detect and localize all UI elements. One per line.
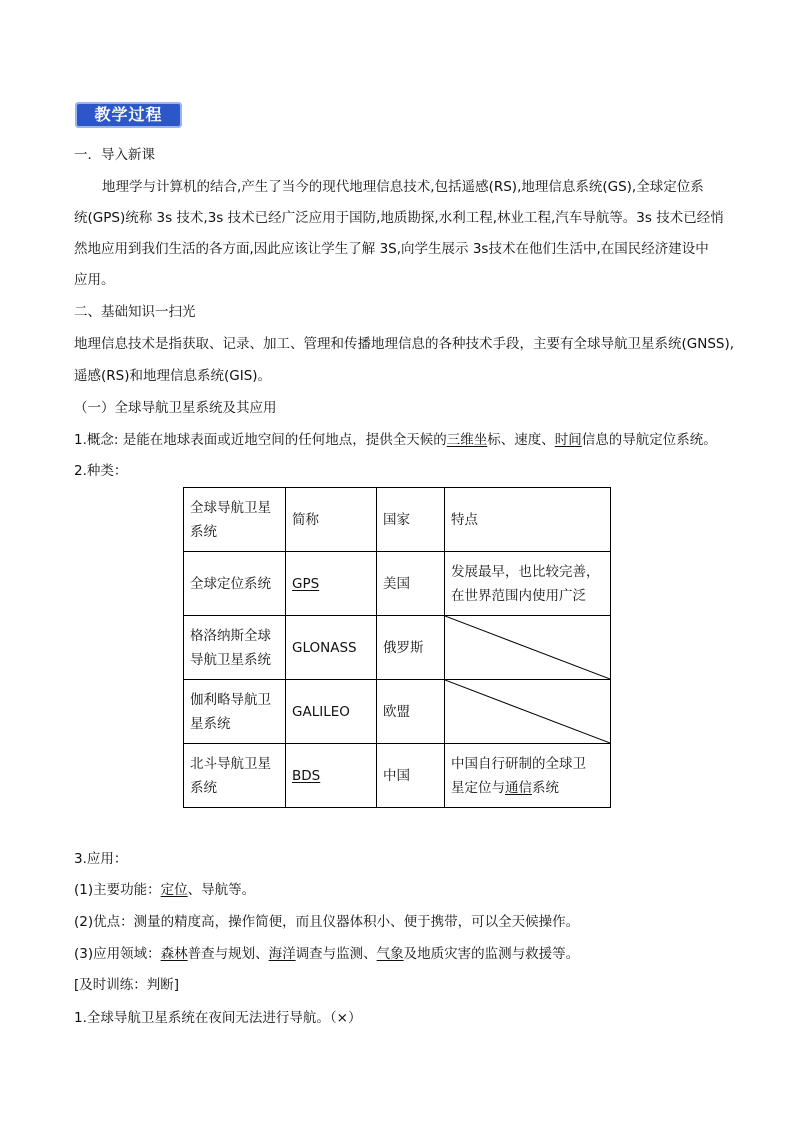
cell-system-name: 全球定位系统 xyxy=(184,552,286,616)
application-item-3 xyxy=(74,944,579,964)
cell-feature-empty xyxy=(445,616,611,680)
item-1-prefix: (1)主要功能： xyxy=(74,882,161,898)
table-header-row xyxy=(184,488,611,552)
practice-question-1: 1.全球导航卫星系统在夜间无法进行导航。（×） xyxy=(74,1010,362,1026)
intro-para-line-1: 地理学与计算机的结合,产生了当今的现代地理信息技术,包括遥感(RS),地理信息系统(GS),全球定位系 xyxy=(102,179,704,195)
table-row xyxy=(184,616,611,680)
header-cell-feature: 特点 xyxy=(445,488,611,552)
concept-suffix: 信息的导航定位系统。 xyxy=(581,432,717,448)
diagonal-line xyxy=(445,616,610,679)
concept-line xyxy=(74,430,717,450)
cell-feature xyxy=(445,744,611,808)
cell-abbr: GLONASS xyxy=(286,616,377,680)
feature-text: 星定位与 xyxy=(451,779,505,796)
cell-country: 中国 xyxy=(377,744,445,808)
intro-para-line-3: 然地应用到我们生活的各方面,因此应该让学生了解 3S,向学生展示 3s技术在他们生活中,在国民经济建设中 xyxy=(74,241,709,257)
feature-line-1: 发展最早，也比较完善， xyxy=(451,563,600,580)
concept-underline-2: 时间 xyxy=(554,432,582,448)
cell-system-name: 格洛纳斯全球导航卫星系统 xyxy=(184,616,286,680)
item-3-mid-2: 调查与监测、 xyxy=(295,946,377,962)
cell-feature xyxy=(445,552,611,616)
application-item-1 xyxy=(74,880,255,900)
cell-country: 欧盟 xyxy=(377,680,445,744)
intro-para-line-2: 统(GPS)统称 3s 技术,3s 技术已经广泛应用于国防,地质勘探,水利工程,林业工程,汽车导航等。3s 技术已经悄 xyxy=(74,210,724,226)
feature-line-1: 中国自行研制的全球卫 xyxy=(451,755,586,772)
header-cell-country: 国家 xyxy=(377,488,445,552)
concept-underline-1: 三维坐 xyxy=(446,432,488,448)
intro-heading: 一．导入新课 xyxy=(74,147,155,163)
cell-system-name: 北斗导航卫星系统 xyxy=(184,744,286,808)
section-badge: 教学过程 xyxy=(75,102,182,128)
cell-system-name: 伽利略导航卫星系统 xyxy=(184,680,286,744)
cell-abbr: BDS xyxy=(292,767,321,784)
concept-prefix: 1.概念: 是能在地球表面或近地空间的任何地点，提供全天候的 xyxy=(74,432,447,448)
item-3-mid-1: 普查与规划、 xyxy=(187,946,269,962)
basics-heading: 二、基础知识一扫光 xyxy=(74,304,196,320)
kinds-label: 2.种类： xyxy=(74,463,128,479)
diagonal-line xyxy=(445,680,610,743)
header-cell-abbr: 简称 xyxy=(286,488,377,552)
item-3-underline-1: 森林 xyxy=(160,946,188,962)
gnss-kinds-table xyxy=(183,487,611,808)
practice-heading: [及时训练：判断] xyxy=(74,977,180,993)
table-row xyxy=(184,552,611,616)
item-1-underline: 定位 xyxy=(160,882,188,898)
cell-country: 俄罗斯 xyxy=(377,616,445,680)
item-3-underline-3: 气象 xyxy=(376,946,404,962)
basics-para-line-2: 遥感(RS)和地理信息系统(GIS)。 xyxy=(74,368,272,384)
table-row xyxy=(184,680,611,744)
cell-abbr: GALILEO xyxy=(286,680,377,744)
concept-mid: 标、速度、 xyxy=(487,432,555,448)
item-3-prefix: (3)应用领域： xyxy=(74,946,161,962)
header-cell-system: 全球导航卫星系统 xyxy=(184,488,286,552)
item-3-suffix: 及地质灾害的监测与救援等。 xyxy=(403,946,580,962)
feature-line-2: 在世界范围内使用广泛 xyxy=(451,587,586,604)
feature-underline: 通信 xyxy=(505,779,532,796)
item-1-suffix: 、导航等。 xyxy=(187,882,256,898)
table-row xyxy=(184,744,611,808)
cell-feature-empty xyxy=(445,680,611,744)
cell-abbr: GPS xyxy=(292,575,320,592)
feature-text-suffix: 系统 xyxy=(532,779,559,796)
cell-country: 美国 xyxy=(377,552,445,616)
intro-para-line-4: 应用。 xyxy=(74,272,115,288)
feature-line-2 xyxy=(451,776,604,800)
item-3-underline-2: 海洋 xyxy=(268,946,296,962)
basics-para-line-1: 地理信息技术是指获取、记录、加工、管理和传播地理信息的各种技术手段，主要有全球导航卫星系统(GNSS), xyxy=(74,336,735,352)
application-heading: 3.应用： xyxy=(74,851,128,867)
application-item-2: (2)优点：测量的精度高，操作简便，而且仪器体积小、便于携带，可以全天候操作。 xyxy=(74,914,580,930)
gnss-sub-heading: （一）全球导航卫星系统及其应用 xyxy=(74,400,277,416)
